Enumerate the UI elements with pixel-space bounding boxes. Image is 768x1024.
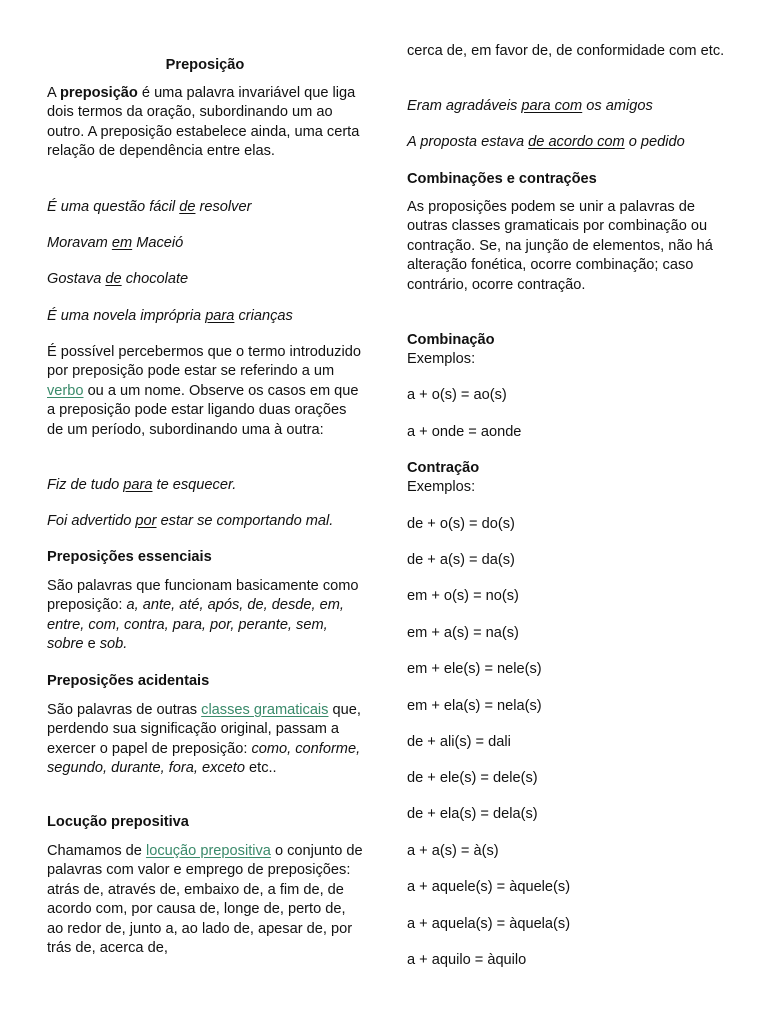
contraction-item: a + a(s) = à(s) xyxy=(407,843,499,859)
paragraph-locucao: Chamamos de locução prepositiva o conjunto de palavras com valor e emprego de preposições: atrás de, através de, embaixo de, a fim de, de acordo com, por causa de, longe de, perto de, ao redor de, junto a, ao lado de, apesar de, por trás de, acerca de, xyxy=(47,843,363,957)
example-sentence: Foi advertido por estar se comportando mal. xyxy=(47,513,334,529)
link-locucao-prepositiva[interactable]: locução prepositiva xyxy=(145,843,271,859)
paragraph-essenciais: São palavras que funcionam basicamente como preposição: a, ante, até, após, de, desde, em, entre, com, contra, para, por, perante, sem, sobre e sob. xyxy=(47,578,359,653)
contraction-item: de + a(s) = da(s) xyxy=(407,552,515,568)
example-sentence: É uma novela imprópria para crianças xyxy=(47,308,293,324)
contraction-item: a + aquela(s) = àquela(s) xyxy=(407,916,571,932)
contraction-item: de + ele(s) = dele(s) xyxy=(407,770,538,786)
contraction-item: a + aquilo = àquilo xyxy=(407,952,527,968)
contraction-item: de + o(s) = do(s) xyxy=(407,516,515,532)
heading-combinacoes: Combinações e contrações xyxy=(407,171,597,187)
heading-combinacao: Combinação xyxy=(407,332,495,348)
contraction-item: em + a(s) = na(s) xyxy=(407,625,519,641)
example-sentence: Moravam em Maceió xyxy=(47,235,184,251)
contraction-item: em + ela(s) = nela(s) xyxy=(407,698,542,714)
example-sentence: Fiz de tudo para te esquecer. xyxy=(47,477,237,493)
heading-locucao: Locução prepositiva xyxy=(47,814,189,830)
examples-label: Exemplos: xyxy=(407,351,476,367)
heading-contracao: Contração xyxy=(407,460,480,476)
example-sentence: Eram agradáveis para com os amigos xyxy=(407,98,653,114)
heading-acidentais: Preposições acidentais xyxy=(47,673,210,689)
combination-item: a + onde = aonde xyxy=(407,424,522,440)
paragraph-combinacoes: As proposições podem se unir a palavras de outras classes gramaticais por combinação ou contração. Se, na junção de elementos, não há alteração fonética, ocorre combinação; caso contrário, ocorre contração. xyxy=(407,199,713,293)
example-sentence: A proposta estava de acordo com o pedido xyxy=(407,134,685,150)
paragraph-acidentais: São palavras de outras classes gramaticais que, perdendo sua significação original, passam a exercer o papel de preposição: como, conforme, segundo, durante, fora, exceto etc.. xyxy=(47,702,361,777)
contraction-item: de + ali(s) = dali xyxy=(407,734,511,750)
paragraph-locucao-continued: cerca de, em favor de, de conformidade com etc. xyxy=(407,43,725,59)
link-verbo[interactable]: verbo xyxy=(47,382,84,399)
examples-label: Exemplos: xyxy=(407,479,476,495)
contraction-item: em + ele(s) = nele(s) xyxy=(407,661,542,677)
definition-term: preposição xyxy=(59,85,138,101)
contraction-item: a + aquele(s) = àquele(s) xyxy=(407,879,571,895)
combination-item: a + o(s) = ao(s) xyxy=(407,387,507,403)
paragraph-possible: É possível percebermos que o termo introduzido por preposição pode estar se referindo a um verbo ou a um nome. Observe os casos em que a preposição pode estar ligando duas orações de um período, subordinando uma à outra: xyxy=(47,344,361,438)
heading-essenciais: Preposições essenciais xyxy=(47,549,212,565)
page-title: Preposição xyxy=(165,57,245,73)
contraction-item: em + o(s) = no(s) xyxy=(407,588,519,604)
definition-paragraph: A preposição é uma palavra invariável que liga dois termos da oração, subordinando um ao outro. A preposição estabelece ainda, uma certa relação de dependência entre elas. xyxy=(47,85,360,160)
contraction-item: de + ela(s) = dela(s) xyxy=(407,806,538,822)
example-sentence: Gostava de chocolate xyxy=(47,271,189,287)
link-classes-gramaticais[interactable]: classes gramaticais xyxy=(201,702,329,718)
example-sentence: É uma questão fácil de resolver xyxy=(47,199,252,215)
